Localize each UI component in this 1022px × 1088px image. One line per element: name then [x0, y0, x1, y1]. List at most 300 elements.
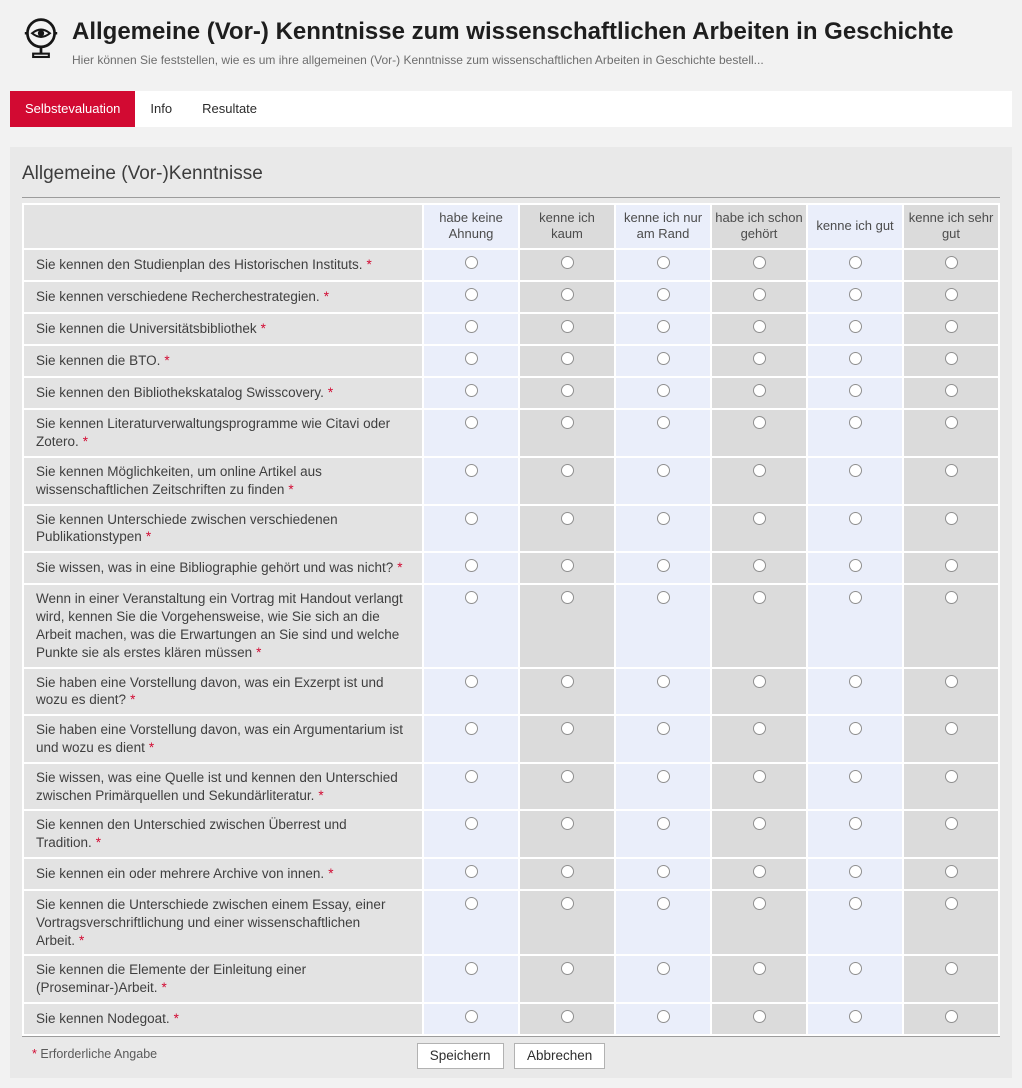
answer-cell	[520, 764, 614, 810]
answer-cell	[904, 716, 998, 762]
required-asterisk: *	[260, 321, 266, 337]
radio-option[interactable]	[561, 770, 574, 783]
answer-cell	[904, 553, 998, 583]
answer-cell	[712, 410, 806, 456]
question-cell	[24, 859, 422, 889]
required-asterisk: *	[145, 529, 152, 545]
radio-option[interactable]	[849, 512, 862, 525]
radio-option[interactable]	[849, 897, 862, 910]
radio-option[interactable]	[849, 416, 862, 429]
radio-option[interactable]	[465, 675, 478, 688]
radio-option[interactable]	[657, 464, 670, 477]
question-cell	[24, 553, 422, 583]
radio-option[interactable]	[561, 897, 574, 910]
cancel-button[interactable]: Abbrechen	[514, 1043, 605, 1069]
required-asterisk: *	[366, 257, 372, 273]
radio-option[interactable]	[465, 352, 478, 365]
question-cell	[24, 506, 422, 552]
question-text: Sie haben eine Vorstellung davon, was ein Exzerpt ist und wozu es dient?	[36, 674, 384, 708]
answer-cell	[904, 669, 998, 715]
radio-option[interactable]	[945, 512, 958, 525]
answer-cell	[616, 859, 710, 889]
required-asterisk: *	[82, 434, 89, 450]
radio-option[interactable]	[561, 817, 574, 830]
radio-option[interactable]	[945, 256, 958, 269]
radio-option[interactable]	[849, 591, 862, 604]
answer-cell	[520, 346, 614, 376]
answer-cell	[904, 506, 998, 552]
radio-option[interactable]	[657, 817, 670, 830]
question-cell	[24, 314, 422, 344]
radio-option[interactable]	[561, 591, 574, 604]
answer-cell	[904, 458, 998, 504]
radio-option[interactable]	[945, 591, 958, 604]
question-text: Sie kennen den Bibliothekskatalog Swisscovery.	[36, 385, 324, 401]
radio-option[interactable]	[561, 384, 574, 397]
radio-option[interactable]	[753, 675, 766, 688]
required-asterisk: *	[288, 481, 294, 497]
answer-cell	[616, 811, 710, 857]
radio-option[interactable]	[465, 817, 478, 830]
answer-cell	[616, 458, 710, 504]
question-cell	[24, 282, 422, 312]
radio-option[interactable]	[657, 288, 670, 301]
question-row	[24, 314, 998, 344]
question-row	[24, 669, 998, 715]
answer-cell	[808, 458, 902, 504]
radio-option[interactable]	[945, 416, 958, 429]
radio-option[interactable]	[657, 384, 670, 397]
matrix-column-header: habe keine Ahnung	[424, 205, 518, 249]
answer-cell	[808, 956, 902, 1002]
answer-cell	[808, 378, 902, 408]
radio-option[interactable]	[657, 722, 670, 735]
radio-option[interactable]	[945, 559, 958, 572]
question-text: Sie haben eine Vorstellung davon, was ein Argumentarium ist und wozu es dient	[36, 722, 403, 755]
question-text: Sie kennen Nodegoat.	[36, 1011, 170, 1027]
answer-cell	[520, 250, 614, 280]
radio-option[interactable]	[561, 865, 574, 878]
answer-cell	[520, 314, 614, 344]
answer-cell	[616, 346, 710, 376]
radio-option[interactable]	[753, 722, 766, 735]
radio-option[interactable]	[849, 352, 862, 365]
answer-cell	[616, 891, 710, 954]
radio-option[interactable]	[561, 464, 574, 477]
question-text: Sie wissen, was in eine Bibliographie gehört und was nicht?	[36, 560, 394, 576]
answer-cell	[520, 506, 614, 552]
question-text: Wenn in einer Veranstaltung ein Vortrag mit Handout verlangt wird, kennen Sie die Vorgehensweise, wie Sie sich an die Arbeit machen, was die Erwartungen an Sie sind und welche Punkte sie als erstes klären müssen	[36, 591, 403, 660]
question-row	[24, 506, 998, 552]
radio-option[interactable]	[657, 256, 670, 269]
question-text: Sie kennen Möglichkeiten, um online Artikel aus wissenschaftlichen Zeitschriften zu finden	[36, 464, 322, 497]
radio-option[interactable]	[945, 962, 958, 975]
answer-cell	[904, 764, 998, 810]
question-text: Sie kennen den Studienplan des Historischen Instituts.	[36, 257, 363, 273]
answer-cell	[424, 346, 518, 376]
radio-option[interactable]	[753, 865, 766, 878]
required-asterisk: *	[173, 1011, 179, 1027]
answer-cell	[424, 282, 518, 312]
radio-option[interactable]	[561, 512, 574, 525]
radio-option[interactable]	[849, 288, 862, 301]
answer-cell	[808, 346, 902, 376]
radio-option[interactable]	[753, 288, 766, 301]
answer-cell	[904, 250, 998, 280]
radio-option[interactable]	[465, 384, 478, 397]
radio-option[interactable]	[753, 256, 766, 269]
radio-option[interactable]	[657, 559, 670, 572]
question-text: Sie kennen verschiedene Recherchestrategien.	[36, 289, 320, 305]
radio-option[interactable]	[849, 320, 862, 333]
radio-option[interactable]	[753, 962, 766, 975]
radio-option[interactable]	[945, 817, 958, 830]
answer-cell	[712, 458, 806, 504]
answer-cell	[616, 378, 710, 408]
radio-option[interactable]	[561, 559, 574, 572]
answer-cell	[712, 506, 806, 552]
answer-cell	[616, 669, 710, 715]
answer-cell	[808, 585, 902, 666]
answer-cell	[712, 250, 806, 280]
answer-cell	[520, 859, 614, 889]
matrix-corner-cell	[24, 205, 422, 249]
radio-option[interactable]	[753, 559, 766, 572]
answer-cell	[712, 378, 806, 408]
question-row	[24, 859, 998, 889]
required-asterisk: *	[130, 692, 136, 708]
question-text: Sie kennen Literaturverwaltungsprogramme wie Citavi oder Zotero.	[36, 416, 391, 450]
answer-cell	[904, 346, 998, 376]
radio-option[interactable]	[657, 675, 670, 688]
answer-cell	[424, 585, 518, 666]
answer-cell	[712, 553, 806, 583]
radio-option[interactable]	[849, 770, 862, 783]
radio-option[interactable]	[945, 722, 958, 735]
required-asterisk: *	[256, 644, 262, 660]
required-asterisk: *	[323, 289, 329, 305]
answer-cell	[520, 553, 614, 583]
radio-option[interactable]	[849, 817, 862, 830]
required-asterisk: *	[397, 560, 403, 576]
answer-cell	[616, 585, 710, 666]
answer-cell	[904, 811, 998, 857]
matrix-column-header: kenne ich nur am Rand	[616, 205, 710, 249]
radio-option[interactable]	[945, 1010, 958, 1023]
matrix-column-header: kenne ich sehr gut	[904, 205, 998, 249]
answer-cell	[808, 859, 902, 889]
answer-cell	[712, 716, 806, 762]
radio-option[interactable]	[465, 722, 478, 735]
radio-option[interactable]	[465, 256, 478, 269]
question-text: Sie kennen Unterschiede zwischen verschiedenen Publikationstypen	[36, 511, 338, 545]
answer-cell	[616, 506, 710, 552]
answer-cell	[712, 859, 806, 889]
question-text: Sie kennen die Elemente der Einleitung einer (Proseminar-)Arbeit.	[36, 962, 307, 996]
radio-option[interactable]	[657, 962, 670, 975]
question-row	[24, 764, 998, 810]
question-cell	[24, 410, 422, 456]
answer-cell	[616, 282, 710, 312]
radio-option[interactable]	[657, 591, 670, 604]
question-text: Sie kennen die Universitätsbibliothek	[36, 321, 257, 337]
question-cell	[24, 1004, 422, 1034]
radio-option[interactable]	[561, 722, 574, 735]
radio-option[interactable]	[849, 962, 862, 975]
page-description: Hier können Sie feststellen, wie es um ihre allgemeinen (Vor-) Kenntnisse zum wissenschaftlichen Arbeiten in Geschichte bestell...	[72, 52, 764, 67]
answer-cell	[808, 282, 902, 312]
radio-option[interactable]	[849, 256, 862, 269]
question-cell	[24, 346, 422, 376]
answer-cell	[712, 956, 806, 1002]
radio-option[interactable]	[753, 591, 766, 604]
answer-cell	[616, 716, 710, 762]
survey-form-panel	[10, 147, 1012, 1078]
tab-bar	[10, 91, 1012, 127]
answer-cell	[808, 1004, 902, 1034]
question-text: Sie kennen ein oder mehrere Archive von innen.	[36, 866, 325, 882]
button-row	[22, 1043, 1000, 1069]
radio-option[interactable]	[465, 320, 478, 333]
radio-option[interactable]	[561, 675, 574, 688]
radio-option[interactable]	[753, 464, 766, 477]
question-row	[24, 553, 998, 583]
answer-cell	[904, 891, 998, 954]
answer-cell	[520, 378, 614, 408]
answer-cell	[616, 250, 710, 280]
radio-option[interactable]	[945, 770, 958, 783]
answer-cell	[712, 585, 806, 666]
answer-cell	[616, 1004, 710, 1034]
radio-option[interactable]	[561, 320, 574, 333]
radio-option[interactable]	[945, 897, 958, 910]
radio-option[interactable]	[561, 352, 574, 365]
radio-option[interactable]	[753, 770, 766, 783]
required-note-text: Erforderliche Angabe	[40, 1047, 158, 1062]
question-text: Sie wissen, was eine Quelle ist und kennen den Unterschied zwischen Primärquellen und Sekundärliteratur.	[36, 769, 398, 803]
answer-cell	[424, 1004, 518, 1034]
radio-option[interactable]	[561, 288, 574, 301]
radio-option[interactable]	[561, 416, 574, 429]
question-row	[24, 346, 998, 376]
answer-cell	[808, 250, 902, 280]
radio-option[interactable]	[465, 416, 478, 429]
question-cell	[24, 378, 422, 408]
radio-option[interactable]	[945, 320, 958, 333]
question-row	[24, 585, 998, 666]
radio-option[interactable]	[945, 288, 958, 301]
answer-cell	[424, 458, 518, 504]
radio-option[interactable]	[945, 464, 958, 477]
tab-resultate[interactable]: Resultate	[202, 101, 258, 117]
radio-option[interactable]	[753, 416, 766, 429]
answer-cell	[904, 282, 998, 312]
question-cell	[24, 716, 422, 762]
answer-cell	[904, 956, 998, 1002]
radio-option[interactable]	[657, 320, 670, 333]
radio-option[interactable]	[465, 962, 478, 975]
required-asterisk: *	[318, 787, 324, 803]
radio-option[interactable]	[849, 865, 862, 878]
required-asterisk: *	[148, 739, 155, 755]
radio-option[interactable]	[753, 512, 766, 525]
radio-option[interactable]	[465, 770, 478, 783]
answer-cell	[712, 669, 806, 715]
answer-cell	[808, 669, 902, 715]
radio-option[interactable]	[657, 897, 670, 910]
answer-cell	[712, 764, 806, 810]
radio-option[interactable]	[753, 897, 766, 910]
self-evaluation-icon	[20, 16, 62, 62]
answer-cell	[424, 378, 518, 408]
question-matrix-table	[22, 203, 1000, 1036]
answer-cell	[520, 282, 614, 312]
tab-info[interactable]: Info	[150, 101, 173, 117]
form-footer	[22, 1036, 1000, 1072]
question-row	[24, 811, 998, 857]
matrix-column-header: kenne ich gut	[808, 205, 902, 249]
answer-cell	[520, 1004, 614, 1034]
radio-option[interactable]	[657, 865, 670, 878]
answer-cell	[424, 859, 518, 889]
answer-cell	[520, 811, 614, 857]
answer-cell	[808, 716, 902, 762]
answer-cell	[712, 314, 806, 344]
answer-cell	[616, 764, 710, 810]
radio-option[interactable]	[849, 1010, 862, 1023]
answer-cell	[904, 585, 998, 666]
radio-option[interactable]	[849, 722, 862, 735]
radio-option[interactable]	[657, 1010, 670, 1023]
answer-cell	[808, 410, 902, 456]
required-asterisk: *	[161, 980, 167, 996]
radio-option[interactable]	[945, 865, 958, 878]
answer-cell	[520, 669, 614, 715]
radio-option[interactable]	[657, 512, 670, 525]
answer-cell	[808, 553, 902, 583]
answer-cell	[904, 378, 998, 408]
page-header	[0, 0, 1022, 67]
radio-option[interactable]	[465, 512, 478, 525]
question-cell	[24, 585, 422, 666]
radio-option[interactable]	[849, 384, 862, 397]
radio-option[interactable]	[753, 817, 766, 830]
answer-cell	[424, 669, 518, 715]
question-row	[24, 250, 998, 280]
radio-option[interactable]	[753, 320, 766, 333]
question-cell	[24, 250, 422, 280]
radio-option[interactable]	[849, 559, 862, 572]
answer-cell	[424, 811, 518, 857]
answer-cell	[520, 585, 614, 666]
answer-cell	[424, 410, 518, 456]
question-row	[24, 956, 998, 1002]
answer-cell	[424, 314, 518, 344]
answer-cell	[808, 314, 902, 344]
question-cell	[24, 891, 422, 954]
answer-cell	[712, 282, 806, 312]
page-title: Allgemeine (Vor-) Kenntnisse zum wissenschaftlichen Arbeiten in Geschichte	[72, 18, 954, 45]
required-asterisk: *	[328, 866, 334, 882]
answer-cell	[712, 811, 806, 857]
answer-cell	[904, 314, 998, 344]
save-button[interactable]: Speichern	[417, 1043, 504, 1069]
answer-cell	[424, 891, 518, 954]
answer-cell	[424, 764, 518, 810]
radio-option[interactable]	[849, 675, 862, 688]
radio-option[interactable]	[465, 464, 478, 477]
radio-option[interactable]	[561, 962, 574, 975]
radio-option[interactable]	[945, 352, 958, 365]
required-asterisk: *	[95, 835, 102, 851]
radio-option[interactable]	[465, 1010, 478, 1023]
answer-cell	[616, 314, 710, 344]
radio-option[interactable]	[753, 352, 766, 365]
answer-cell	[808, 764, 902, 810]
required-asterisk: *	[327, 385, 334, 401]
answer-cell	[616, 956, 710, 1002]
question-row	[24, 1004, 998, 1034]
radio-option[interactable]	[465, 865, 478, 878]
answer-cell	[424, 716, 518, 762]
radio-option[interactable]	[753, 384, 766, 397]
radio-option[interactable]	[657, 352, 670, 365]
answer-cell	[520, 891, 614, 954]
radio-option[interactable]	[657, 416, 670, 429]
answer-cell	[712, 891, 806, 954]
answer-cell	[904, 1004, 998, 1034]
question-row	[24, 378, 998, 408]
answer-cell	[520, 956, 614, 1002]
answer-cell	[520, 410, 614, 456]
answer-cell	[712, 1004, 806, 1034]
question-cell	[24, 811, 422, 857]
answer-cell	[520, 458, 614, 504]
question-text: Sie kennen die BTO.	[36, 353, 161, 369]
question-cell	[24, 764, 422, 810]
question-cell	[24, 458, 422, 504]
radio-option[interactable]	[657, 770, 670, 783]
radio-option[interactable]	[849, 464, 862, 477]
answer-cell	[520, 716, 614, 762]
matrix-header-row	[24, 205, 998, 249]
matrix-column-header: kenne ich kaum	[520, 205, 614, 249]
radio-option[interactable]	[753, 1010, 766, 1023]
radio-option[interactable]	[945, 675, 958, 688]
radio-option[interactable]	[561, 256, 574, 269]
question-cell	[24, 669, 422, 715]
section-title: Allgemeine (Vor-)Kenntnisse	[22, 163, 1000, 198]
question-row	[24, 458, 998, 504]
question-text: Sie kennen die Unterschiede zwischen einem Essay, einer Vortragsverschriftlichung und einer wissenschaftlichen Arbeit.	[36, 897, 386, 948]
answer-cell	[424, 553, 518, 583]
question-row	[24, 716, 998, 762]
radio-option[interactable]	[561, 1010, 574, 1023]
answer-cell	[808, 811, 902, 857]
radio-option[interactable]	[465, 897, 478, 910]
radio-option[interactable]	[465, 559, 478, 572]
question-row	[24, 282, 998, 312]
answer-cell	[808, 506, 902, 552]
tab-selbstevaluation[interactable]: Selbstevaluation	[10, 91, 135, 127]
question-text: Sie kennen den Unterschied zwischen Überrest und Tradition.	[36, 817, 347, 851]
radio-option[interactable]	[945, 384, 958, 397]
answer-cell	[424, 250, 518, 280]
answer-cell	[616, 410, 710, 456]
radio-option[interactable]	[465, 288, 478, 301]
matrix-column-header: habe ich schon gehört	[712, 205, 806, 249]
radio-option[interactable]	[465, 591, 478, 604]
